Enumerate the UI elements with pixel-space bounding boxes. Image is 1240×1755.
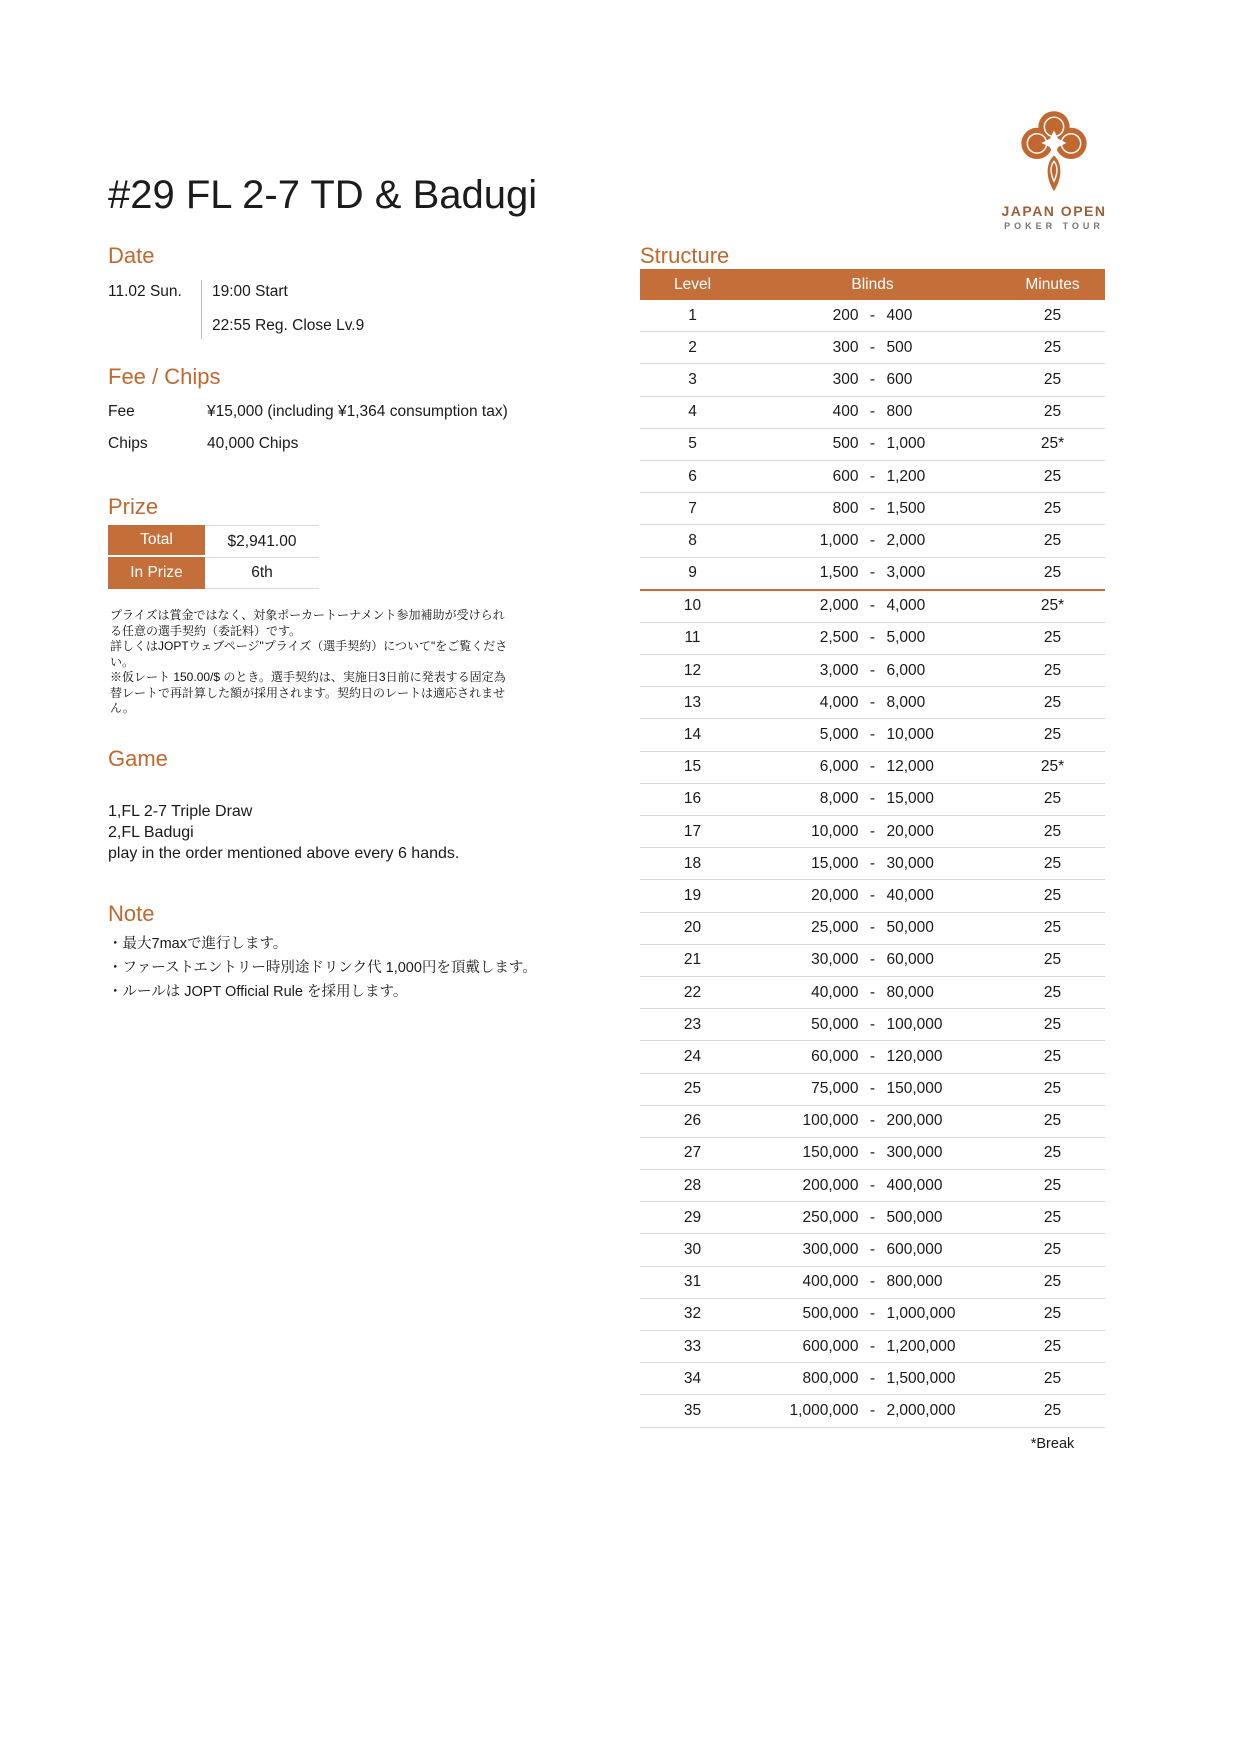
- structure-row: [640, 557, 1105, 590]
- blinds-dash: -: [869, 886, 876, 904]
- date-time-line: 19:00 Start: [212, 283, 288, 300]
- disclaimer-line: 詳しくはJOPTウェブページ"プライズ（選手契約）について"をご覧ください。: [110, 639, 508, 669]
- structure-level: 16: [640, 783, 745, 815]
- fee-chips-section: [108, 364, 508, 467]
- structure-level: 11: [640, 622, 745, 654]
- structure-minutes: 25*: [1000, 590, 1105, 623]
- prize-row-value: $2,941.00: [205, 525, 319, 557]
- logo-japan-open: JAPAN OPEN: [1001, 203, 1107, 219]
- structure-row: [640, 1105, 1105, 1137]
- game-line: 1,FL 2-7 Triple Draw: [108, 803, 253, 820]
- structure-level: 33: [640, 1331, 745, 1363]
- prize-disclaimer: [110, 608, 514, 717]
- structure-blinds: [745, 590, 1000, 623]
- structure-row: [640, 655, 1105, 687]
- structure-blinds: [745, 976, 1000, 1008]
- structure-small-blind: 400,000: [802, 1273, 859, 1291]
- fee-row-label: Fee: [108, 403, 135, 420]
- note-line: ・ファーストエントリー時別途ドリンク代 1,000円を頂戴します。: [108, 960, 537, 976]
- blinds-dash: -: [869, 1080, 876, 1098]
- structure-minutes: 25: [1000, 944, 1105, 976]
- structure-small-blind: 8,000: [819, 790, 859, 808]
- blinds-dash: -: [869, 1176, 876, 1194]
- game-lines: [108, 801, 459, 864]
- structure-big-blind: 100,000: [886, 1015, 943, 1033]
- structure-row: [640, 332, 1105, 364]
- structure-row: [640, 912, 1105, 944]
- structure-blinds: [745, 622, 1000, 654]
- jopt-logo: [995, 102, 1113, 231]
- structure-minutes: 25: [1000, 332, 1105, 364]
- structure-level: 23: [640, 1009, 745, 1041]
- blinds-dash: -: [869, 435, 876, 453]
- structure-level: 28: [640, 1170, 745, 1202]
- blinds-dash: -: [869, 1047, 876, 1065]
- structure-blinds: [745, 912, 1000, 944]
- structure-blinds: [745, 525, 1000, 557]
- prize-row: [108, 525, 319, 557]
- structure-blinds: [745, 300, 1000, 332]
- structure-minutes: 25: [1000, 1266, 1105, 1298]
- structure-level: 30: [640, 1234, 745, 1266]
- structure-blinds: [745, 557, 1000, 590]
- structure-big-blind: 800: [886, 403, 913, 421]
- structure-blinds: [745, 816, 1000, 848]
- structure-row: [640, 460, 1105, 492]
- structure-level: 21: [640, 944, 745, 976]
- structure-blinds: [745, 1331, 1000, 1363]
- structure-minutes: 25: [1000, 783, 1105, 815]
- structure-minutes: 25: [1000, 655, 1105, 687]
- structure-blinds: [745, 1266, 1000, 1298]
- structure-minutes: 25: [1000, 1137, 1105, 1169]
- structure-big-blind: 120,000: [886, 1047, 943, 1065]
- structure-blinds: [745, 364, 1000, 396]
- structure-minutes: 25: [1000, 622, 1105, 654]
- structure-blinds: [745, 655, 1000, 687]
- structure-big-blind: 8,000: [886, 693, 926, 711]
- structure-big-blind: 60,000: [886, 951, 934, 969]
- structure-small-blind: 200: [832, 306, 859, 324]
- structure-level: 34: [640, 1363, 745, 1395]
- structure-row: [640, 1331, 1105, 1363]
- structure-small-blind: 10,000: [811, 822, 859, 840]
- structure-big-blind: 2,000,000: [886, 1401, 956, 1419]
- blinds-dash: -: [869, 306, 876, 324]
- structure-small-blind: 250,000: [802, 1208, 859, 1226]
- structure-minutes: 25: [1000, 687, 1105, 719]
- structure-big-blind: 1,500: [886, 499, 926, 517]
- structure-big-blind: 15,000: [886, 790, 934, 808]
- structure-minutes: 25: [1000, 1234, 1105, 1266]
- blinds-dash: -: [869, 1015, 876, 1033]
- structure-small-blind: 800: [832, 499, 859, 517]
- structure-blinds: [745, 1105, 1000, 1137]
- structure-small-blind: 1,000,000: [789, 1401, 859, 1419]
- structure-big-blind: 20,000: [886, 822, 934, 840]
- structure-big-blind: 3,000: [886, 564, 926, 582]
- structure-row: [640, 816, 1105, 848]
- fee-row-value: ¥15,000 (including ¥1,364 consumption tax): [207, 403, 508, 420]
- structure-big-blind: 5,000: [886, 629, 926, 647]
- structure-small-blind: 15,000: [811, 854, 859, 872]
- structure-small-blind: 1,000: [819, 531, 859, 549]
- structure-big-blind: 600: [886, 370, 913, 388]
- structure-blinds: [745, 944, 1000, 976]
- structure-minutes: 25: [1000, 1041, 1105, 1073]
- structure-minutes: 25: [1000, 1331, 1105, 1363]
- structure-level: 10: [640, 590, 745, 623]
- structure-row: [640, 719, 1105, 751]
- fee-row: [108, 435, 508, 453]
- structure-blinds: [745, 1395, 1000, 1427]
- structure-minutes: 25: [1000, 1298, 1105, 1330]
- structure-row: [640, 1266, 1105, 1298]
- fee-row-label: Chips: [108, 435, 148, 452]
- structure-small-blind: 300: [832, 370, 859, 388]
- structure-row: [640, 493, 1105, 525]
- structure-small-blind: 30,000: [811, 951, 859, 969]
- structure-minutes: 25: [1000, 460, 1105, 492]
- blinds-dash: -: [869, 693, 876, 711]
- structure-big-blind: 1,000: [886, 435, 926, 453]
- structure-row: [640, 1234, 1105, 1266]
- structure-big-blind: 400: [886, 306, 913, 324]
- game-line: play in the order mentioned above every 6 hands.: [108, 845, 460, 862]
- structure-small-blind: 600,000: [802, 1337, 859, 1355]
- structure-small-blind: 20,000: [811, 886, 859, 904]
- fee-row-value: 40,000 Chips: [207, 435, 299, 452]
- structure-small-blind: 800,000: [802, 1369, 859, 1387]
- structure-small-blind: 2,500: [819, 629, 859, 647]
- note-line: ・ルールは JOPT Official Rule を採用します。: [108, 984, 408, 1000]
- structure-small-blind: 400: [832, 403, 859, 421]
- blinds-dash: -: [869, 790, 876, 808]
- blinds-dash: -: [869, 951, 876, 969]
- structure-big-blind: 1,200: [886, 467, 926, 485]
- blinds-dash: -: [869, 1112, 876, 1130]
- logo-poker-tour: POKER TOUR: [1004, 221, 1104, 231]
- structure-small-blind: 60,000: [811, 1047, 859, 1065]
- structure-big-blind: 500: [886, 338, 913, 356]
- structure-blinds: [745, 1170, 1000, 1202]
- structure-row: [640, 590, 1105, 623]
- blinds-dash: -: [869, 1241, 876, 1259]
- blinds-dash: -: [869, 629, 876, 647]
- structure-row: [640, 848, 1105, 880]
- disclaimer-line: ※仮レート 150.00/$ のとき。選手契約は、実施日3日前に発表する固定為替レートで再計算した額が採用されます。契約日のレートは適応されません。: [110, 670, 506, 715]
- structure-header-row: [640, 269, 1105, 300]
- structure-small-blind: 25,000: [811, 919, 859, 937]
- structure-row: [640, 1363, 1105, 1395]
- blinds-dash: -: [869, 919, 876, 937]
- structure-big-blind: 1,000,000: [886, 1305, 956, 1323]
- structure-level: 27: [640, 1137, 745, 1169]
- date-times: [201, 280, 364, 339]
- structure-row: [640, 880, 1105, 912]
- structure-big-blind: 150,000: [886, 1080, 943, 1098]
- blinds-dash: -: [869, 661, 876, 679]
- structure-col-level: Level: [640, 269, 745, 300]
- structure-small-blind: 40,000: [811, 983, 859, 1001]
- prize-row-label: Total: [108, 525, 205, 557]
- structure-level: 12: [640, 655, 745, 687]
- structure-level: 7: [640, 493, 745, 525]
- blinds-dash: -: [869, 564, 876, 582]
- structure-level: 26: [640, 1105, 745, 1137]
- structure-small-blind: 5,000: [819, 726, 859, 744]
- prize-row-label: In Prize: [108, 557, 205, 589]
- structure-row: [640, 751, 1105, 783]
- structure-minutes: 25: [1000, 912, 1105, 944]
- structure-big-blind: 200,000: [886, 1112, 943, 1130]
- structure-minutes: 25: [1000, 1073, 1105, 1105]
- structure-minutes: 25*: [1000, 751, 1105, 783]
- structure-big-blind: 500,000: [886, 1208, 943, 1226]
- structure-row: [640, 1073, 1105, 1105]
- structure-minutes: 25: [1000, 364, 1105, 396]
- structure-blinds: [745, 1041, 1000, 1073]
- structure-blinds: [745, 1202, 1000, 1234]
- structure-level: 4: [640, 396, 745, 428]
- date-heading: Date: [108, 243, 155, 268]
- blinds-dash: -: [869, 597, 876, 615]
- blinds-dash: -: [869, 1208, 876, 1226]
- blinds-dash: -: [869, 1305, 876, 1323]
- structure-big-blind: 50,000: [886, 919, 934, 937]
- structure-row: [640, 783, 1105, 815]
- structure-big-blind: 600,000: [886, 1241, 943, 1259]
- structure-row: [640, 364, 1105, 396]
- structure-level: 19: [640, 880, 745, 912]
- blinds-dash: -: [869, 338, 876, 356]
- structure-row: [640, 396, 1105, 428]
- structure-row: [640, 1395, 1105, 1427]
- structure-big-blind: 6,000: [886, 661, 926, 679]
- structure-big-blind: 400,000: [886, 1176, 943, 1194]
- structure-minutes: 25: [1000, 1395, 1105, 1427]
- blinds-dash: -: [869, 1144, 876, 1162]
- structure-small-blind: 500,000: [802, 1305, 859, 1323]
- structure-big-blind: 12,000: [886, 758, 934, 776]
- structure-row: [640, 300, 1105, 332]
- structure-row: [640, 525, 1105, 557]
- structure-small-blind: 75,000: [811, 1080, 859, 1098]
- structure-row: [640, 687, 1105, 719]
- structure-level: 24: [640, 1041, 745, 1073]
- structure-blinds: [745, 428, 1000, 460]
- fee-row: [108, 403, 508, 421]
- prize-heading: Prize: [108, 494, 159, 519]
- blinds-dash: -: [869, 822, 876, 840]
- structure-level: 20: [640, 912, 745, 944]
- disclaimer-line: プライズは賞金ではなく、対象ポーカートーナメント参加補助が受けられる任意の選手契約（委託料）です。: [110, 608, 505, 638]
- note-heading: Note: [108, 901, 155, 926]
- structure-heading: Structure: [640, 243, 730, 268]
- note-section: [108, 901, 537, 1004]
- structure-blinds: [745, 880, 1000, 912]
- structure-row: [640, 428, 1105, 460]
- structure-row: [640, 1041, 1105, 1073]
- structure-blinds: [745, 687, 1000, 719]
- structure-level: 8: [640, 525, 745, 557]
- structure-row: [640, 944, 1105, 976]
- structure-blinds: [745, 1298, 1000, 1330]
- prize-row: [108, 557, 319, 589]
- structure-small-blind: 150,000: [802, 1144, 859, 1162]
- game-line: 2,FL Badugi: [108, 824, 194, 841]
- structure-minutes: 25: [1000, 816, 1105, 848]
- prize-table: [108, 525, 319, 589]
- blinds-dash: -: [869, 531, 876, 549]
- fee-chips-rows: [108, 403, 508, 453]
- date-day: 11.02 Sun.: [108, 283, 182, 300]
- structure-minutes: 25: [1000, 396, 1105, 428]
- structure-small-blind: 1,500: [819, 564, 859, 582]
- structure-level: 22: [640, 976, 745, 1008]
- structure-level: 31: [640, 1266, 745, 1298]
- structure-minutes: 25: [1000, 1363, 1105, 1395]
- blinds-dash: -: [869, 1273, 876, 1291]
- structure-col-blinds: Blinds: [745, 269, 1000, 300]
- structure-big-blind: 1,200,000: [886, 1337, 956, 1355]
- game-heading: Game: [108, 746, 168, 771]
- structure-minutes: 25: [1000, 848, 1105, 880]
- structure-blinds: [745, 848, 1000, 880]
- blinds-dash: -: [869, 1337, 876, 1355]
- note-line: ・最大7maxで進行します。: [108, 936, 288, 952]
- structure-big-blind: 10,000: [886, 726, 934, 744]
- blinds-dash: -: [869, 726, 876, 744]
- structure-level: 32: [640, 1298, 745, 1330]
- structure-level: 15: [640, 751, 745, 783]
- page-title: #29 FL 2-7 TD & Badugi: [108, 172, 538, 217]
- structure-blinds: [745, 1137, 1000, 1169]
- blinds-dash: -: [869, 854, 876, 872]
- structure-small-blind: 500: [832, 435, 859, 453]
- prize-row-value: 6th: [205, 557, 319, 589]
- game-section: [108, 746, 459, 864]
- structure-minutes: 25: [1000, 880, 1105, 912]
- structure-minutes: 25: [1000, 719, 1105, 751]
- structure-minutes: 25: [1000, 1202, 1105, 1234]
- structure-level: 2: [640, 332, 745, 364]
- clover-icon: [1008, 102, 1100, 194]
- structure-level: 25: [640, 1073, 745, 1105]
- structure-big-blind: 800,000: [886, 1273, 943, 1291]
- structure-big-blind: 300,000: [886, 1144, 943, 1162]
- blinds-dash: -: [869, 1401, 876, 1419]
- blinds-dash: -: [869, 1369, 876, 1387]
- structure-small-blind: 50,000: [811, 1015, 859, 1033]
- structure-level: 5: [640, 428, 745, 460]
- structure-big-blind: 80,000: [886, 983, 934, 1001]
- structure-minutes: 25: [1000, 1170, 1105, 1202]
- blinds-dash: -: [869, 499, 876, 517]
- date-time-line: 22:55 Reg. Close Lv.9: [212, 317, 365, 334]
- structure-small-blind: 3,000: [819, 661, 859, 679]
- structure-big-blind: 2,000: [886, 531, 926, 549]
- structure-level: 14: [640, 719, 745, 751]
- structure-minutes: 25: [1000, 1009, 1105, 1041]
- structure-minutes: 25: [1000, 557, 1105, 590]
- structure-blinds: [745, 1073, 1000, 1105]
- structure-level: 1: [640, 300, 745, 332]
- structure-big-blind: 1,500,000: [886, 1369, 956, 1387]
- structure-small-blind: 600: [832, 467, 859, 485]
- blinds-dash: -: [869, 403, 876, 421]
- structure-small-blind: 2,000: [819, 597, 859, 615]
- structure-minutes: 25*: [1000, 428, 1105, 460]
- structure-blinds: [745, 751, 1000, 783]
- structure-blinds: [745, 719, 1000, 751]
- note-lines: [108, 932, 537, 1004]
- break-note: *Break: [1030, 1435, 1075, 1452]
- structure-level: 18: [640, 848, 745, 880]
- structure-blinds: [745, 396, 1000, 428]
- structure-blinds: [745, 1234, 1000, 1266]
- structure-row: [640, 1009, 1105, 1041]
- structure-blinds: [745, 460, 1000, 492]
- structure-level: 13: [640, 687, 745, 719]
- blinds-dash: -: [869, 467, 876, 485]
- structure-row: [640, 1137, 1105, 1169]
- structure-minutes: 25: [1000, 493, 1105, 525]
- structure-small-blind: 6,000: [819, 758, 859, 776]
- structure-row: [640, 622, 1105, 654]
- structure-blinds: [745, 1363, 1000, 1395]
- structure-small-blind: 100,000: [802, 1112, 859, 1130]
- structure-table: [640, 269, 1105, 1428]
- blinds-dash: -: [869, 983, 876, 1001]
- structure-level: 17: [640, 816, 745, 848]
- structure-big-blind: 40,000: [886, 886, 934, 904]
- structure-level: 9: [640, 557, 745, 590]
- structure-minutes: 25: [1000, 1105, 1105, 1137]
- blinds-dash: -: [869, 758, 876, 776]
- structure-minutes: 25: [1000, 300, 1105, 332]
- structure-section: [640, 243, 1105, 1452]
- structure-row: [640, 1170, 1105, 1202]
- structure-minutes: 25: [1000, 976, 1105, 1008]
- structure-minutes: 25: [1000, 525, 1105, 557]
- structure-level: 35: [640, 1395, 745, 1427]
- structure-row: [640, 976, 1105, 1008]
- structure-small-blind: 4,000: [819, 693, 859, 711]
- prize-section: [108, 494, 319, 589]
- structure-row: [640, 1298, 1105, 1330]
- date-section: [108, 243, 364, 339]
- structure-level: 3: [640, 364, 745, 396]
- structure-small-blind: 200,000: [802, 1176, 859, 1194]
- structure-blinds: [745, 332, 1000, 364]
- structure-big-blind: 4,000: [886, 597, 926, 615]
- structure-big-blind: 30,000: [886, 854, 934, 872]
- structure-small-blind: 300: [832, 338, 859, 356]
- structure-blinds: [745, 1009, 1000, 1041]
- structure-blinds: [745, 783, 1000, 815]
- structure-level: 29: [640, 1202, 745, 1234]
- fee-chips-heading: Fee / Chips: [108, 364, 221, 389]
- structure-col-minutes: Minutes: [1000, 269, 1105, 300]
- structure-row: [640, 1202, 1105, 1234]
- blinds-dash: -: [869, 370, 876, 388]
- structure-small-blind: 300,000: [802, 1241, 859, 1259]
- structure-blinds: [745, 493, 1000, 525]
- structure-level: 6: [640, 460, 745, 492]
